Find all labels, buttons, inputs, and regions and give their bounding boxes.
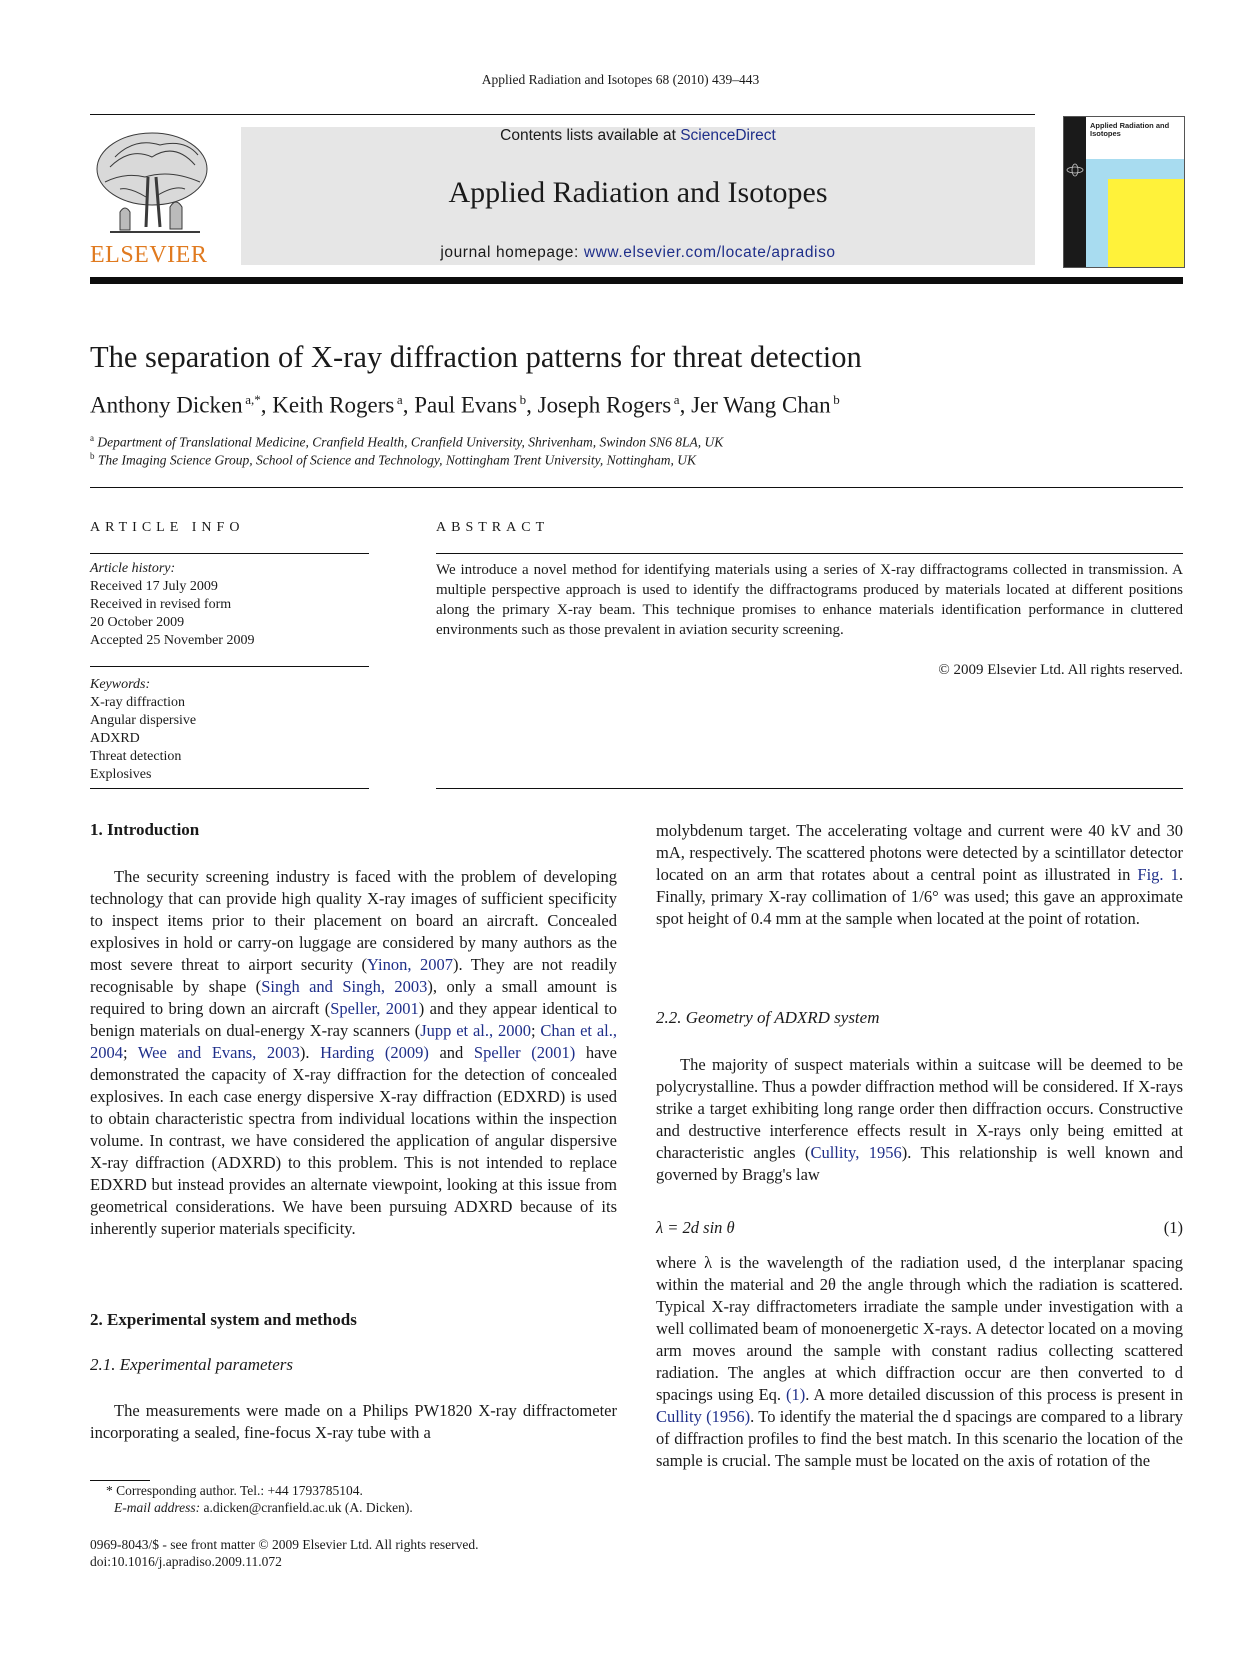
cover-title-line1: Applied Radiation and bbox=[1090, 121, 1170, 130]
text-run: . To identify the material the d spacings are compared to a library of diffraction profiles to find the best match. In this scenario the location of the sample is crucial. The sample must be located on the axis of rotation of the bbox=[656, 1407, 1183, 1470]
author-separator: , bbox=[402, 392, 415, 418]
homepage-prefix: journal homepage: bbox=[440, 244, 584, 261]
author-name: Keith Rogers bbox=[272, 392, 395, 418]
text-run: ). This relationship is well known and governed by Bragg's law bbox=[656, 1143, 1183, 1184]
section-2-2-heading: 2.2. Geometry of ADXRD system bbox=[656, 1008, 880, 1027]
corresponding-author-note: * Corresponding author. Tel.: +44 1793785104. bbox=[106, 1483, 363, 1498]
affiliation-mark: a bbox=[90, 433, 94, 443]
contents-line bbox=[241, 127, 1035, 145]
citation-link[interactable]: Yinon, 2007 bbox=[367, 955, 453, 974]
article-info-rule-mid bbox=[90, 666, 369, 667]
text-run: where λ is the wavelength of the radiation used, d the interplanar spacing within the material and 2θ the angle through which the radiation is scattered. Typical X-ray diffractometers irradiate the sample under investigation with a well collimated beam of monoenergetic X-rays. A detector located on a moving arm moves around the sample with constant radius collecting scattered radiation. The angles at which diffraction occur are then converted to d spacings using Eq. bbox=[656, 1253, 1183, 1404]
text-run: The majority of suspect materials within a suitcase will be deemed to be polycrystalline. Thus a powder diffraction method will be considered. If X-rays strike a target exhibiting long range order then diffraction occurs. Constructive and destructive interference effects result in X-rays only being emitted at characteristic angles ( bbox=[656, 1055, 1183, 1162]
text-run: ; bbox=[123, 1043, 138, 1062]
text-run: . Finally, primary X-ray collimation of 1/6° was used; this gave an approximate spot height of 0.4 mm at the sample when located at the point of rotation. bbox=[656, 865, 1183, 928]
section-1-heading: 1. Introduction bbox=[90, 820, 200, 839]
citation-link[interactable]: Wee and Evans, 2003 bbox=[137, 1043, 300, 1062]
header-rule bbox=[90, 114, 1035, 115]
cover-title bbox=[1090, 122, 1169, 138]
citation-link[interactable]: Harding (2009) bbox=[320, 1043, 429, 1062]
history-label: Article history: bbox=[90, 561, 176, 576]
citation-link[interactable]: Cullity, 1956 bbox=[810, 1143, 902, 1162]
history-item: Received in revised form bbox=[90, 597, 232, 612]
affiliation-b bbox=[90, 451, 1183, 469]
author-affiliation-mark: a,* bbox=[242, 392, 261, 407]
masthead-thick-rule bbox=[90, 277, 1183, 284]
author-list bbox=[90, 392, 1183, 419]
article-info-rule-bottom bbox=[90, 788, 369, 789]
author-affiliation-mark: a bbox=[671, 392, 680, 407]
text-run: ; bbox=[530, 1021, 541, 1040]
author-name: Paul Evans bbox=[414, 392, 518, 418]
text-run: ). They are not readily recognisable by shape ( bbox=[90, 955, 618, 996]
issn-line: 0969-8043/$ - see front matter © 2009 Elsevier Ltd. All rights reserved. bbox=[90, 1537, 479, 1552]
abstract-copyright: © 2009 Elsevier Ltd. All rights reserved. bbox=[938, 662, 1183, 678]
email-address[interactable]: a.dicken@cranfield.ac.uk (A. Dicken). bbox=[200, 1500, 413, 1515]
homepage-link[interactable]: www.elsevier.com/locate/apradiso bbox=[583, 244, 836, 261]
intro-paragraph bbox=[90, 866, 617, 1240]
article-info-rule-top bbox=[90, 553, 369, 554]
article-history bbox=[90, 560, 369, 650]
author-separator: , bbox=[526, 392, 538, 418]
text-run: ). bbox=[299, 1043, 321, 1062]
article-title: The separation of X-ray diffraction patterns for threat detection bbox=[90, 340, 862, 374]
text-run: ) and they appear identical to benign materials on dual-energy X-ray scanners ( bbox=[90, 999, 617, 1040]
history-item: Received 17 July 2009 bbox=[90, 579, 218, 594]
author-affiliation-mark: a bbox=[394, 392, 403, 407]
email-note bbox=[114, 1500, 634, 1516]
running-header: Applied Radiation and Isotopes 68 (2010) 439–443 bbox=[481, 72, 760, 87]
keyword-item: ADXRD bbox=[90, 731, 140, 746]
keyword-item: Explosives bbox=[90, 767, 152, 782]
author-separator: , bbox=[679, 392, 692, 418]
history-item: 20 October 2009 bbox=[90, 615, 185, 630]
affiliation-text: Department of Translational Medicine, Cranfield Health, Cranfield University, Shrivenham, Swindon SN6 8LA, UK bbox=[97, 434, 724, 450]
text-run: . A more detailed discussion of this process is present in bbox=[805, 1385, 1183, 1404]
keyword-item: Angular dispersive bbox=[90, 713, 197, 728]
section-2-1-heading: 2.1. Experimental parameters bbox=[90, 1355, 294, 1374]
front-matter-rule bbox=[90, 487, 1183, 488]
experimental-paragraph: The measurements were made on a Philips PW1820 X-ray diffractometer incorporating a sealed, fine-focus X-ray tube with a bbox=[90, 1401, 617, 1442]
citation-link[interactable]: Singh and Singh, 2003 bbox=[261, 977, 428, 996]
section-2-heading: 2. Experimental system and methods bbox=[90, 1310, 357, 1329]
citation-link[interactable]: Jupp et al., 2000 bbox=[420, 1021, 531, 1040]
citation-link[interactable]: Fig. 1 bbox=[1137, 865, 1179, 884]
methods-continuation-paragraph bbox=[656, 820, 1183, 930]
citation-link[interactable]: (1) bbox=[786, 1385, 806, 1404]
text-run: and bbox=[428, 1043, 474, 1062]
citation-link[interactable]: Speller, 2001 bbox=[330, 999, 419, 1018]
equation-number: (1) bbox=[1163, 1218, 1183, 1237]
keyword-item: X-ray diffraction bbox=[90, 695, 185, 710]
doi-line[interactable]: doi:10.1016/j.apradiso.2009.11.072 bbox=[90, 1554, 282, 1569]
homepage-line bbox=[241, 244, 1035, 262]
keyword-item: Threat detection bbox=[90, 749, 182, 764]
author-separator: , bbox=[260, 392, 273, 418]
citation-link[interactable]: Cullity (1956) bbox=[656, 1407, 751, 1426]
cover-title-line2: Isotopes bbox=[1090, 129, 1121, 138]
abstract-heading: ABSTRACT bbox=[436, 520, 550, 535]
journal-name: Applied Radiation and Isotopes bbox=[448, 176, 828, 209]
bragg-equation: λ = 2d sin θ bbox=[656, 1218, 735, 1237]
keywords-block bbox=[90, 676, 369, 784]
author-name: Jer Wang Chan bbox=[691, 392, 831, 418]
abstract-text: We introduce a novel method for identifying materials using a series of X-ray diffractograms collected in transmission. A multiple perspective approach is used to identify the diffractograms produced by materials located at different positions along the primary X-ray beam. This technique promises to enhance materials identification performance in cluttered environments such as those prevalent in aviation security screening. bbox=[436, 562, 1183, 638]
contents-prefix: Contents lists available at bbox=[500, 127, 681, 144]
history-item: Accepted 25 November 2009 bbox=[90, 633, 255, 648]
affiliation-a bbox=[90, 433, 1183, 451]
text-run: molybdenum target. The accelerating voltage and current were 40 kV and 30 mA, respectively. The scattered photons were detected by a scintillator detector located on an arm that rotates about a central point as illustrated in bbox=[656, 821, 1183, 884]
author-affiliation-mark: b bbox=[517, 392, 527, 407]
citation-link[interactable]: Chan et al., 2004 bbox=[90, 1021, 617, 1062]
keywords-label: Keywords: bbox=[90, 677, 151, 692]
elsevier-wordmark: ELSEVIER bbox=[90, 242, 208, 268]
geometry-paragraph bbox=[656, 1054, 1183, 1186]
abstract-rule-bottom bbox=[436, 788, 1183, 789]
author-affiliation-mark: b bbox=[830, 392, 840, 407]
atom-icon bbox=[1066, 163, 1084, 177]
journal-cover-thumbnail bbox=[1063, 116, 1185, 268]
affiliation-text: The Imaging Science Group, School of Science and Technology, Nottingham Trent University, Nottingham, UK bbox=[97, 452, 696, 468]
geometry-paragraph-2 bbox=[656, 1252, 1183, 1472]
sciencedirect-link[interactable]: ScienceDirect bbox=[680, 127, 776, 144]
email-label: E-mail address: bbox=[114, 1500, 201, 1515]
abstract-rule-top bbox=[436, 553, 1183, 554]
article-info-heading: ARTICLE INFO bbox=[90, 520, 245, 535]
author-name: Joseph Rogers bbox=[537, 392, 672, 418]
footnote-rule bbox=[90, 1480, 150, 1481]
text-run: ), only a small amount is required to bring down an aircraft ( bbox=[90, 977, 617, 1018]
citation-link[interactable]: Speller (2001) bbox=[473, 1043, 576, 1062]
author-name: Anthony Dicken bbox=[90, 392, 243, 418]
text-run: The security screening industry is faced with the problem of developing technology that can provide high quality X-ray images of sufficient specificity to inspect items prior to their placement on board an aircraft. Concealed explosives in hold or carry-on luggage are considered by many authors as the most severe threat to airport security ( bbox=[90, 867, 617, 974]
affiliation-mark: b bbox=[90, 451, 95, 461]
text-run: have demonstrated the capacity of X-ray diffraction for the detection of concealed explosives. In each case energy dispersive X-ray diffraction (EDXRD) is used to obtain characteristic spectra from individual locations within the inspection volume. In contrast, we have considered the application of angular dispersive X-ray diffraction (ADXRD) to this problem. This is not intended to replace EDXRD but instead provides an alternate viewpoint, looking at this issue from geometrical considerations. We have been pursuing ADXRD because of its inherently superior materials specificity. bbox=[90, 1043, 617, 1238]
